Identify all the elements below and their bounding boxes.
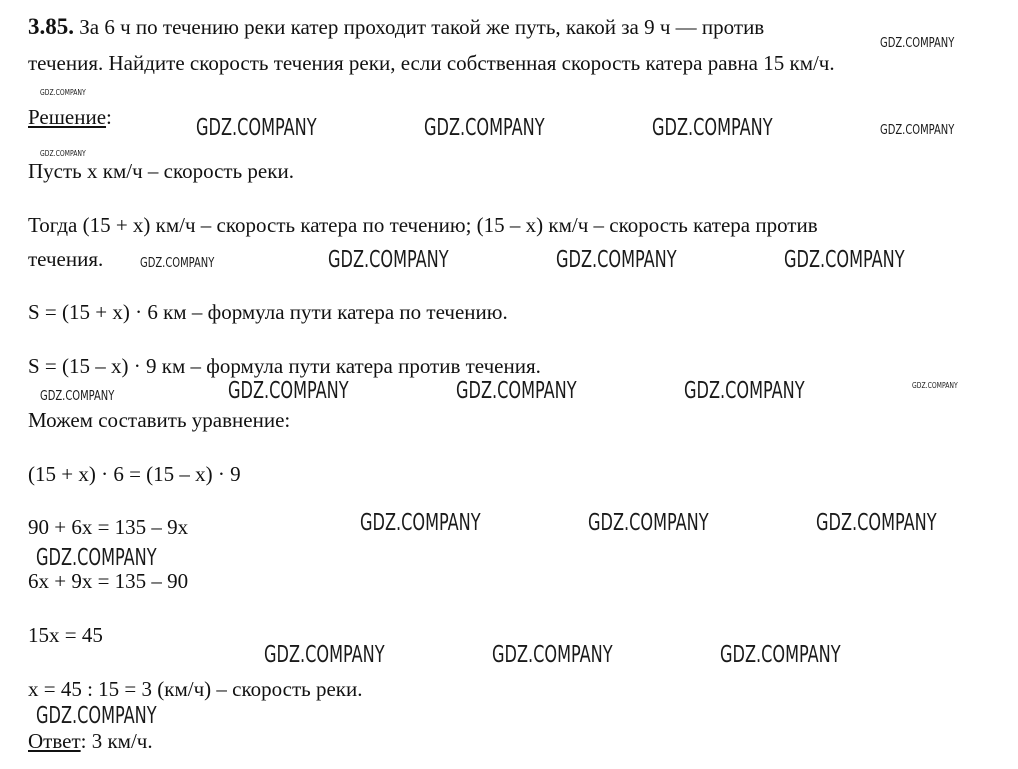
equation-line: 90 + 6x = 135 – 9x [28,515,189,539]
watermark: GDZ.COMPANY [36,545,157,571]
watermark: GDZ.COMPANY [684,378,805,404]
watermark: GDZ.COMPANY [40,389,115,404]
watermark: GDZ.COMPANY [456,378,577,404]
solution-line: Тогда (15 + x) км/ч – скорость катера по течению; (15 – x) км/ч – скорость катера против [28,213,818,237]
watermark: GDZ.COMPANY [720,642,841,668]
watermark: GDZ.COMPANY [36,703,157,729]
equation-line: 6x + 9x = 135 – 90 [28,569,189,593]
answer-line [28,728,153,754]
watermark: GDZ.COMPANY [196,115,317,141]
problem-line-2: течения. Найдите скорость течения реки, если собственная скорость катера равна 15 км/ч. [28,51,835,75]
watermark: GDZ.COMPANY [492,642,613,668]
watermark: GDZ.COMPANY [40,88,86,97]
solution-line: Можем составить уравнение: [28,408,291,432]
watermark: GDZ.COMPANY [40,149,86,158]
problem-text-1: За 6 ч по течению реки катер проходит такой же путь, какой за 9 ч — против [79,15,765,39]
solution-heading [28,104,112,130]
solution-heading-colon: : [106,105,112,129]
answer-value: : 3 км/ч. [80,729,153,753]
watermark: GDZ.COMPANY [228,378,349,404]
solution-line: Пусть x км/ч – скорость реки. [28,159,294,183]
problem-number: 3.85. [28,14,74,39]
watermark: GDZ.COMPANY [588,510,709,536]
watermark: GDZ.COMPANY [264,642,385,668]
watermark: GDZ.COMPANY [140,256,215,271]
watermark: GDZ.COMPANY [912,381,958,390]
watermark: GDZ.COMPANY [652,115,773,141]
solution-line: течения. [28,247,104,271]
watermark: GDZ.COMPANY [816,510,937,536]
equation-line: (15 + x) · 6 = (15 – x) · 9 [28,462,241,486]
equation-line: 15x = 45 [28,623,103,647]
problem-line-1 [28,14,764,40]
solution-line: S = (15 – x) · 9 км – формула пути катера против течения. [28,354,541,378]
watermark: GDZ.COMPANY [328,247,449,273]
equation-line: x = 45 : 15 = 3 (км/ч) – скорость реки. [28,677,363,701]
watermark: GDZ.COMPANY [556,247,677,273]
watermark: GDZ.COMPANY [784,247,905,273]
watermark: GDZ.COMPANY [424,115,545,141]
watermark: GDZ.COMPANY [880,36,955,51]
watermark: GDZ.COMPANY [360,510,481,536]
solution-heading-label: Решение [28,105,107,129]
answer-label: Ответ [28,729,81,753]
watermark: GDZ.COMPANY [880,123,955,138]
solution-line: S = (15 + x) · 6 км – формула пути катера по течению. [28,300,508,324]
